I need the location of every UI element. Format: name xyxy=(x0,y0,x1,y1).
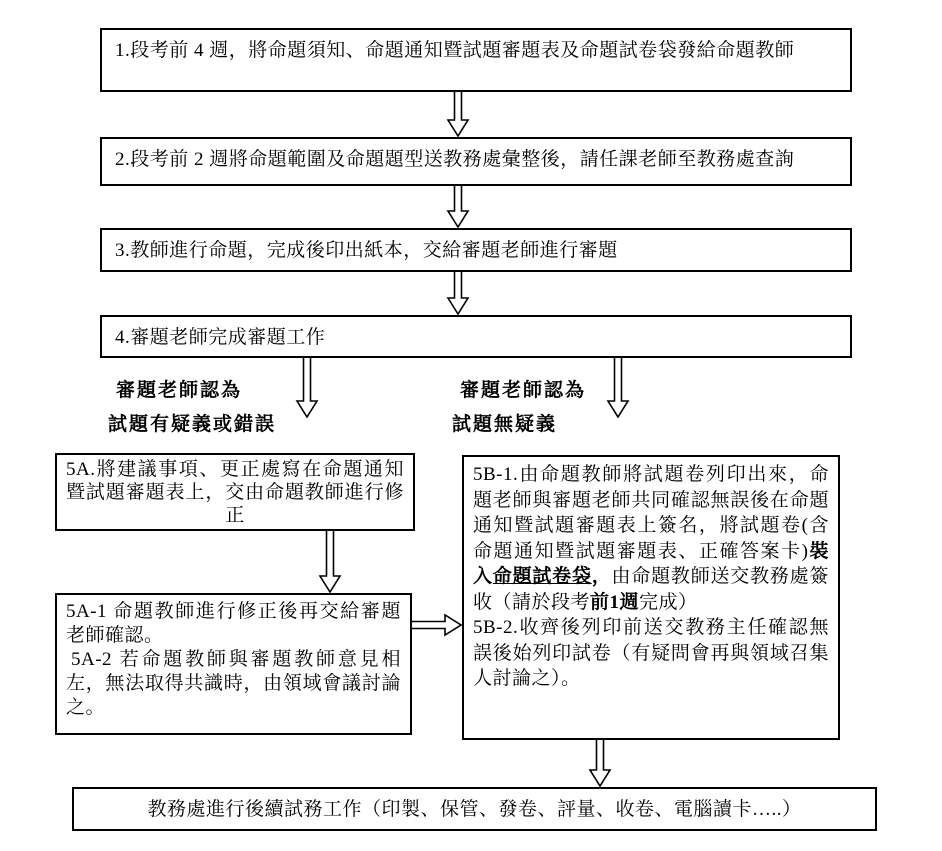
down-arrow-step5a-step5a1 xyxy=(318,531,342,593)
flow-box-final-text: 教務處進行後續試務工作（印製、保管、發卷、評量、收卷、電腦讀卡…..） xyxy=(147,799,802,820)
flow-box-step1-text: 1.段考前 4 週，將命題須知、命題通知暨試題審題表及命題試卷袋發給命題教師 xyxy=(115,40,795,61)
flow-box-step3-text: 3.教師進行命題，完成後印出紙本，交給審題老師進行審題 xyxy=(115,240,618,261)
flow-box-step5a1 xyxy=(55,593,412,735)
flow-box-final xyxy=(72,787,877,831)
flow-box-step4-text: 4.審題老師完成審題工作 xyxy=(115,327,326,348)
flow-box-step4 xyxy=(100,315,852,358)
flow-box-step5b-item1 xyxy=(473,462,829,615)
flow-box-step2 xyxy=(100,137,852,186)
step5b-text-2: 由命題教師送交教務處簽收（請於段考 xyxy=(473,566,829,613)
step5b-bold-pack: 裝入 xyxy=(473,540,829,587)
step5b-bold-comma: ， xyxy=(591,566,612,587)
branch-label-no-issues-line2: 試題無疑義 xyxy=(452,414,558,435)
branch-label-issues-line1: 審題老師認為 xyxy=(116,380,243,401)
branch-label-issues xyxy=(108,374,276,442)
step5b-bold-deadline: 前1週 xyxy=(590,591,640,613)
step5b-text-3: 完成） xyxy=(639,591,698,613)
down-arrow-step3-step4 xyxy=(446,272,470,315)
down-arrow-step1-step2 xyxy=(446,92,470,137)
flow-box-step1 xyxy=(100,28,852,92)
flow-box-step5a1-item1: 5A-1 命題教師進行修正後再交給審題老師確認。 xyxy=(66,601,401,646)
step5b-bold-underline-envelope: 命題試卷袋 xyxy=(492,566,592,587)
flow-box-step5b-item2: 5B-2.收齊後列印前送交教務主任確認無誤後始列印試卷（有疑問會再與領域召集人討論之）。 xyxy=(473,617,829,689)
flow-box-step5a-text: 5A.將建議事項、更正處寫在命題通知暨試題審題表上，交由命題教師進行修正 xyxy=(66,459,404,526)
flow-box-step5a1-item2: 5A-2 若命題教師與審題教師意見相左，無法取得共識時，由領域會議討論之。 xyxy=(66,649,401,718)
branch-label-no-issues xyxy=(452,374,586,442)
down-arrow-step2-step3 xyxy=(446,186,470,228)
flow-box-step3 xyxy=(100,228,852,272)
down-arrow-step5b-final xyxy=(588,740,612,787)
right-arrow-step5a1-step5b xyxy=(412,613,462,637)
down-arrow-branch-left xyxy=(295,358,319,418)
branch-label-no-issues-line1: 審題老師認為 xyxy=(460,380,587,401)
down-arrow-branch-right xyxy=(606,358,630,418)
step5b-text-1: 5B-1.由命題教師將試題卷列印出來，命題老師與審題老師共同確認無誤後在命題通知暨試題審題表上簽名，將試題卷(含命題通知暨試題審題表、正確答案卡) xyxy=(473,464,829,562)
flow-box-step5a xyxy=(55,453,415,531)
flow-box-step5b xyxy=(462,455,840,740)
branch-label-issues-line2: 試題有疑義或錯誤 xyxy=(108,414,277,435)
flow-box-step2-text: 2.段考前 2 週將命題範圍及命題題型送教務處彙整後，請任課老師至教務處查詢 xyxy=(115,149,795,170)
